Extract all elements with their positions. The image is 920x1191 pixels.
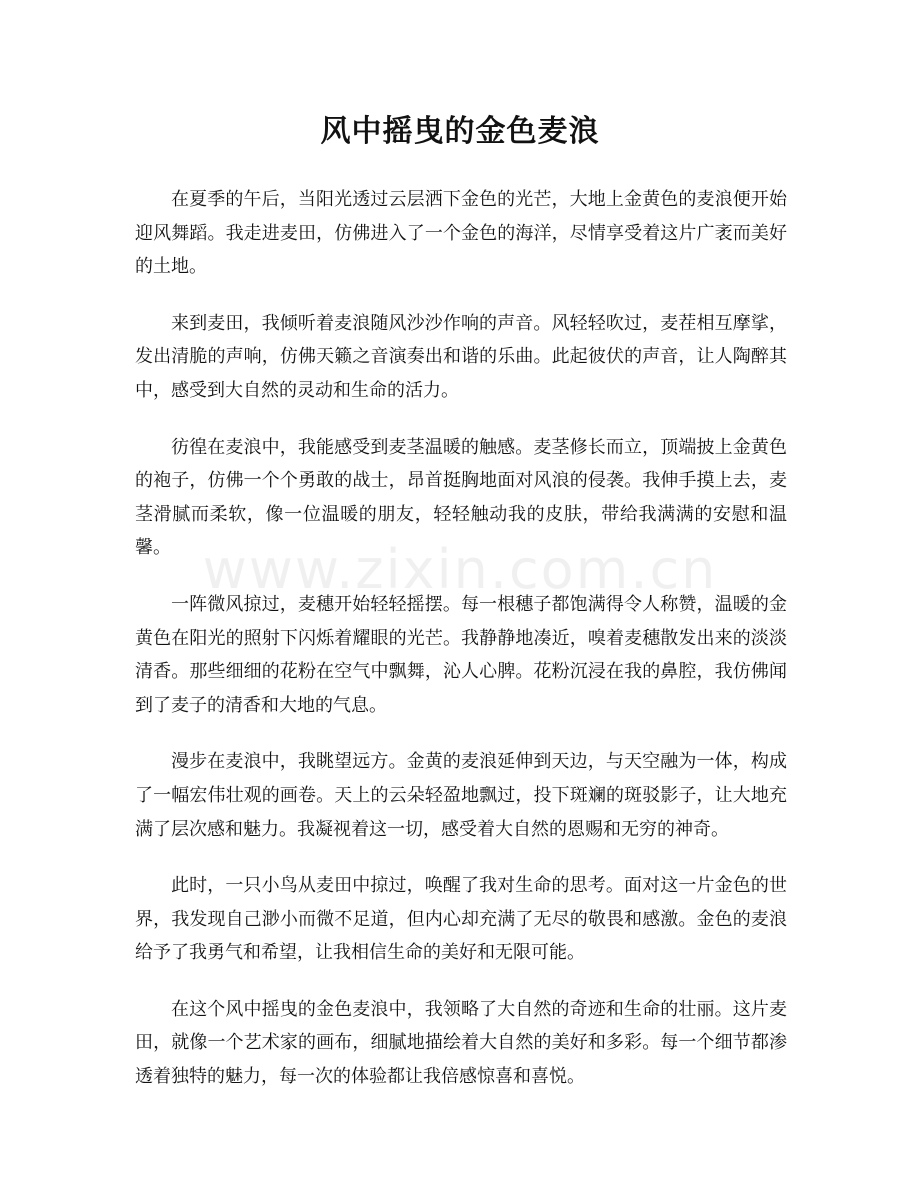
document-title: 风中摇曳的金色麦浪 [320,114,600,149]
document-body [135,183,787,1117]
paragraph-7: 在这个风中摇曳的金色麦浪中，我领略了大自然的奇迹和生命的壮丽。这片麦田，就像一个艺术家的画布，细腻地描绘着大自然的美好和多彩。每一个细节都渗透着独特的魅力，每一次的体验都让我倍感惊喜和喜悦。 [135,998,787,1088]
paragraph-3: 彷徨在麦浪中，我能感受到麦茎温暖的触感。麦茎修长而立，顶端披上金黄色的袍子，仿佛一个个勇敢的战士，昂首挺胸地面对风浪的侵袭。我伸手摸上去，麦茎滑腻而柔软，像一位温暖的朋友，轻轻触动我的皮肤，带给我满满的安慰和温馨。 [135,436,787,559]
watermark: www.zixin.com.cn [202,538,718,601]
paragraph-1: 在夏季的午后，当阳光透过云层洒下金色的光芒，大地上金黄色的麦浪便开始迎风舞蹈。我走进麦田，仿佛进入了一个金色的海洋，尽情享受着这片广袤而美好的土地。 [135,189,787,278]
paragraph-5: 漫步在麦浪中，我眺望远方。金黄的麦浪延伸到天边，与天空融为一体，构成了一幅宏伟壮观的画卷。天上的云朵轻盈地飘过，投下斑斓的斑驳影子，让大地充满了层次感和魅力。我凝视着这一切，感受着大自然的恩赐和无穷的神奇。 [135,751,787,840]
paragraph-6: 此时，一只小鸟从麦田中掠过，唤醒了我对生命的思考。面对这一片金色的世界，我发现自己渺小而微不足道，但内心却充满了无尽的敬畏和感激。金色的麦浪给予了我勇气和希望，让我相信生命的美好和无限可能。 [135,875,787,964]
paragraph-2: 来到麦田，我倾听着麦浪随风沙沙作响的声音。风轻轻吹过，麦茬相互摩挲，发出清脆的声响，仿佛天籁之音演奏出和谐的乐曲。此起彼伏的声音，让人陶醉其中，感受到大自然的灵动和生命的活力。 [135,312,787,401]
paragraph-4: 一阵微风掠过，麦穗开始轻轻摇摆。每一根穗子都饱满得令人称赞，温暖的金黄色在阳光的照射下闪烁着耀眼的光芒。我静静地凑近，嗅着麦穗散发出来的淡淡清香。那些细细的花粉在空气中飘舞，沁人心脾。花粉沉浸在我的鼻腔，我仿佛闻到了麦子的清香和大地的气息。 [135,593,787,716]
